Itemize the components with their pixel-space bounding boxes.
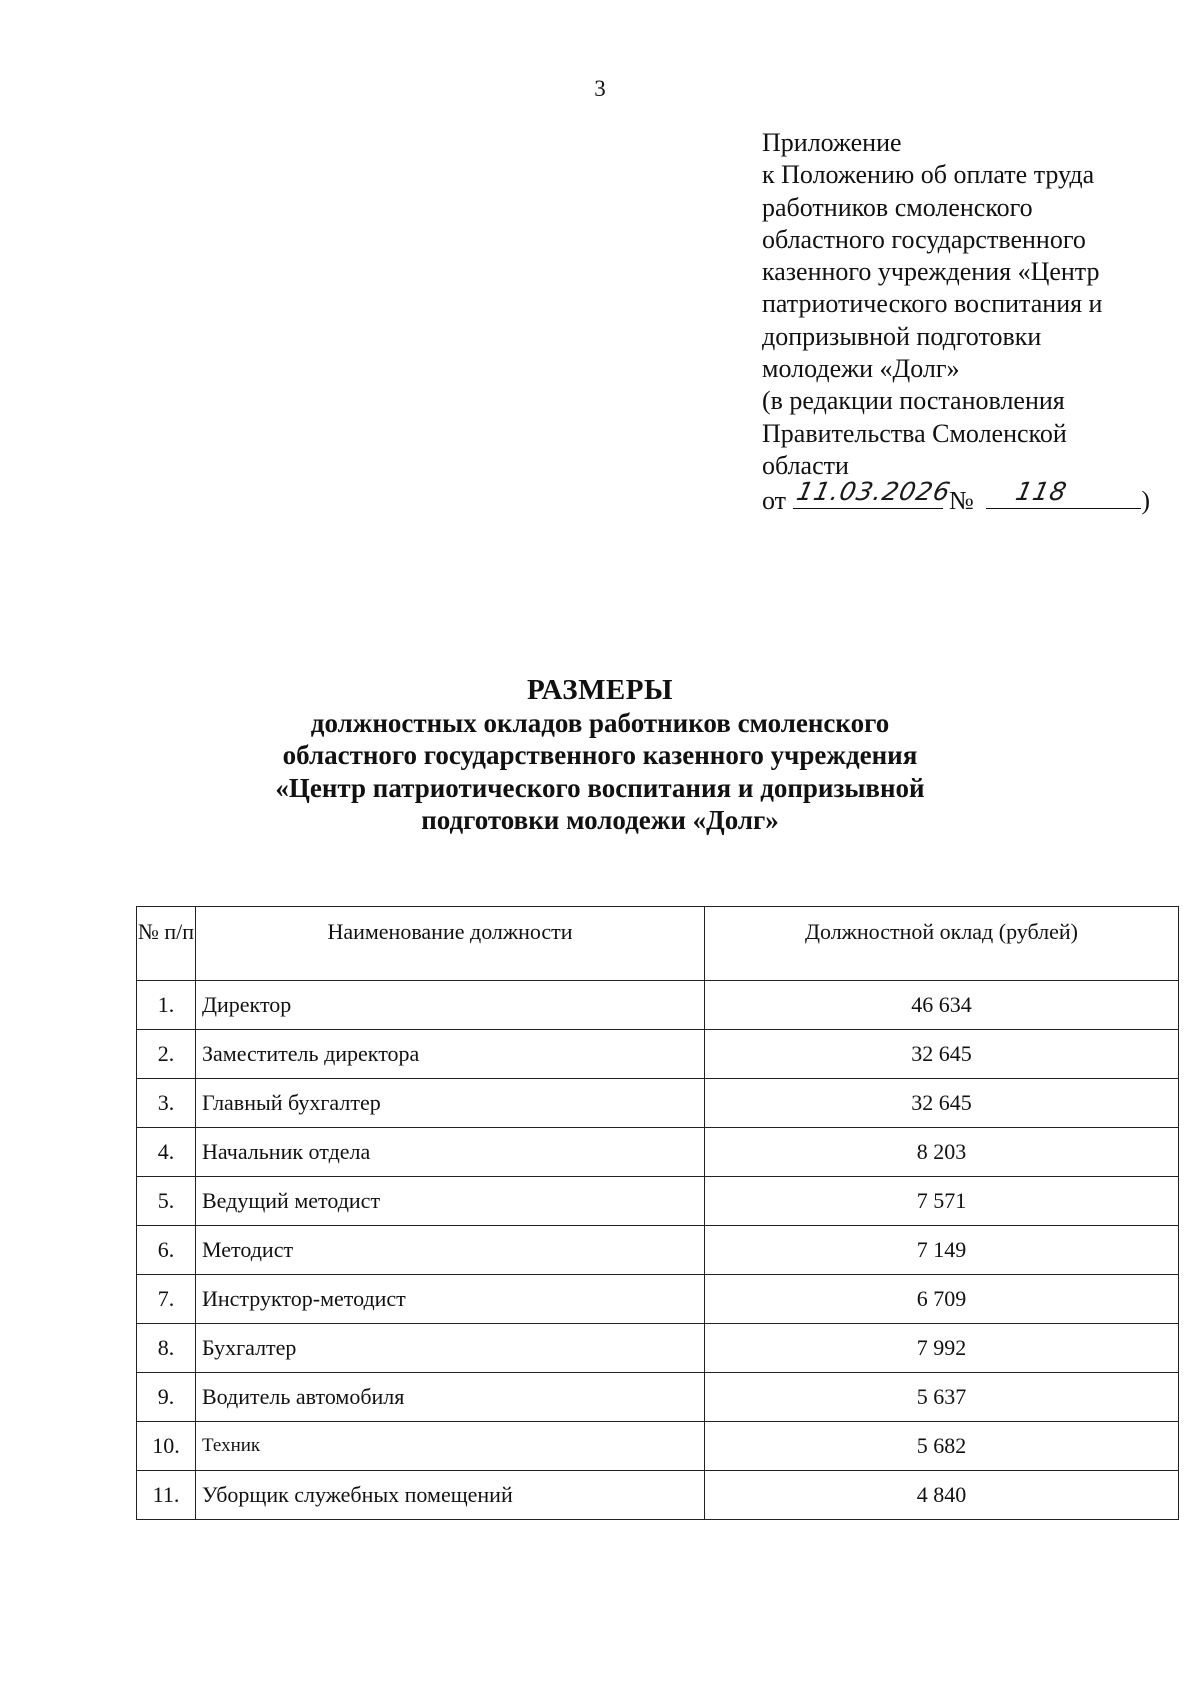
title-heading: РАЗМЕРЫ [527,674,673,706]
row-num: 2. [137,1030,196,1079]
header-salary: Должностной оклад (рублей) [705,907,1179,981]
row-num: 10. [137,1422,196,1471]
row-position: Бухгалтер [196,1324,705,1373]
number-label: № [949,486,974,516]
row-position: Директор [196,981,705,1030]
row-salary: 7 149 [705,1226,1179,1275]
table-row [137,1373,1179,1422]
document-title [0,674,1200,837]
table-row [137,1177,1179,1226]
closing-paren: ) [1141,486,1151,516]
row-position: Заместитель директора [196,1030,705,1079]
row-position: Уборщик служебных помещений [196,1471,705,1520]
row-num: 7. [137,1275,196,1324]
row-salary: 7 992 [705,1324,1179,1373]
title-line: областного государственного казенного учреждения [282,740,918,770]
row-position: Методист [196,1226,705,1275]
table-row [137,1079,1179,1128]
row-position: Водитель автомобиля [196,1373,705,1422]
table-row [137,1422,1179,1471]
handwritten-date-field [793,477,953,509]
row-salary: 32 645 [705,1079,1179,1128]
salary-table [136,906,1179,1520]
row-salary: 6 709 [705,1275,1179,1324]
handwritten-number-field [986,477,1141,509]
row-salary: 5 682 [705,1422,1179,1471]
row-salary: 32 645 [705,1030,1179,1079]
handwritten-number: 118 [1013,477,1071,507]
table-row [137,1275,1179,1324]
row-position: Инструктор-методист [196,1275,705,1324]
row-salary: 8 203 [705,1128,1179,1177]
appendix-line: областного государственного [762,224,1086,254]
row-salary: 5 637 [705,1373,1179,1422]
appendix-line: молодежи «Долг» [762,354,960,384]
appendix-block [762,127,1182,516]
table-header-row [137,907,1179,981]
row-num: 11. [137,1471,196,1520]
row-num: 9. [137,1373,196,1422]
appendix-line: Приложение [762,128,902,157]
row-num: 3. [137,1079,196,1128]
appendix-line: патриотического воспитания и [762,289,1103,319]
appendix-line: казенного учреждения «Центр [762,257,1100,287]
appendix-line: области [762,450,849,480]
appendix-line: допризывной подготовки [762,321,1042,351]
appendix-line: Правительства Смоленской [762,418,1067,448]
header-position: Наименование должности [196,907,705,981]
table-row [137,1030,1179,1079]
row-num: 1. [137,981,196,1030]
row-salary: 46 634 [705,981,1179,1030]
table-row [137,1324,1179,1373]
title-line: подготовки молодежи «Долг» [421,805,779,835]
table-row [137,981,1179,1030]
row-position: Техник [196,1422,705,1471]
table-row [137,1226,1179,1275]
appendix-line: работников смоленского [762,192,1033,222]
page-number: 3 [594,76,606,101]
table-row [137,1471,1179,1520]
row-salary: 7 571 [705,1177,1179,1226]
header-num: № п/п [137,907,196,981]
table-row [137,1128,1179,1177]
row-position: Начальник отдела [196,1128,705,1177]
decree-date-number-line [762,477,1182,516]
row-num: 5. [137,1177,196,1226]
row-salary: 4 840 [705,1471,1179,1520]
row-num: 8. [137,1324,196,1373]
row-position: Главный бухгалтер [196,1079,705,1128]
row-position: Ведущий методист [196,1177,705,1226]
title-line: должностных окладов работников смоленского [310,707,890,738]
appendix-line: к Положению об оплате труда [762,160,1095,190]
row-num: 4. [137,1128,196,1177]
date-prefix: от [762,486,787,516]
row-num: 6. [137,1226,196,1275]
appendix-line: (в редакции постановления [762,386,1065,416]
title-line: «Центр патриотического воспитания и допризывной [275,772,925,803]
handwritten-date: 11.03.2026 [793,477,953,507]
